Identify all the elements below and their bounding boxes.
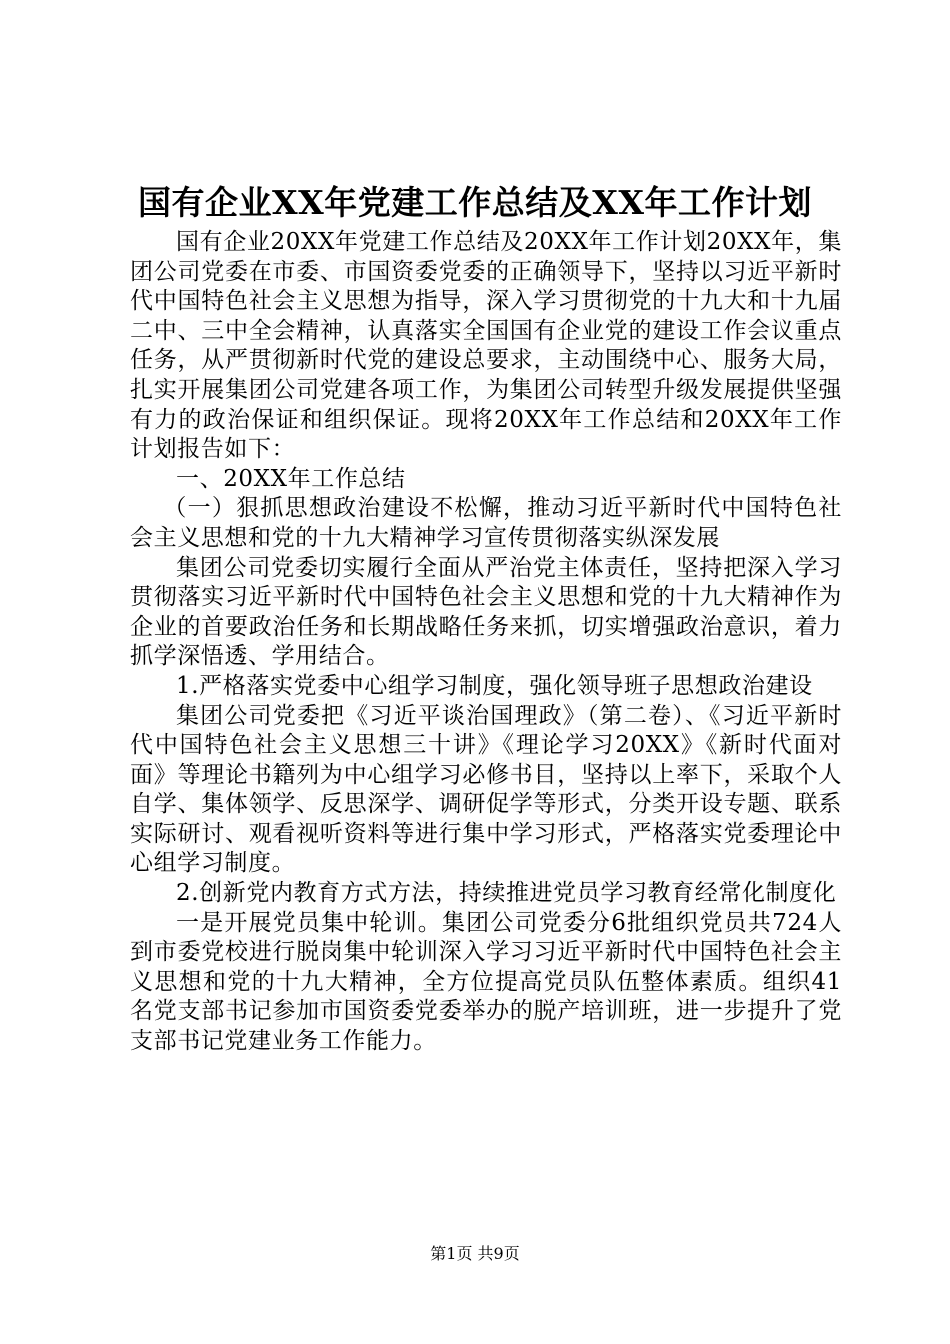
- section-heading: 一、20XX年工作总结: [176, 465, 406, 492]
- body-paragraph: 集团公司党委把《习近平谈治国理政》（第二卷）、《习近平新时代中国特色社会主义思想三十讲》《理论学习20XX》《新时代面对面》等理论书籍列为中心组学习必修书目，坚持以上率下，采取个人自学、集体领学、反思深学、调研促学等形式，分类开设专题、联系实际研讨、观看视听资料等进行集中学习形式，严格落实党委理论中心组学习制度。: [130, 702, 842, 877]
- body-paragraph: 一是开展党员集中轮训。集团公司党委分6批组织党员共724人到市委党校进行脱岗集中轮训深入学习习近平新时代中国特色社会主义思想和党的十九大精神，全方位提高党员队伍整体素质。组织41名党支部书记参加市国资委党委举办的脱产培训班，进一步提升了党支部书记党建业务工作能力。: [130, 909, 842, 1055]
- document-title: 国有企业XX年党建工作总结及XX年工作计划: [138, 183, 812, 222]
- item-heading: 1.严格落实党委中心组学习制度，强化领导班子思想政治建设: [176, 672, 813, 699]
- page-number-footer: 第1页 共9页: [430, 1244, 520, 1263]
- document-body: [130, 228, 842, 1057]
- subsection-heading: （一）狠抓思想政治建设不松懈，推动习近平新时代中国特色社会主义思想和党的十九大精神学习宣传贯彻落实纵深发展: [130, 495, 842, 551]
- item-heading: 2.创新党内教育方式方法，持续推进党员学习教育经常化制度化: [176, 880, 837, 907]
- intro-paragraph: 国有企业20XX年党建工作总结及20XX年工作计划20XX年，集团公司党委在市委、市国资委党委的正确领导下，坚持以习近平新时代中国特色社会主义思想为指导，深入学习贯彻党的十九大和十九届二中、三中全会精神，认真落实全国国有企业党的建设工作会议重点任务，从严贯彻新时代党的建设总要求，主动围绕中心、服务大局，扎实开展集团公司党建各项工作，为集团公司转型升级发展提供坚强有力的政治保证和组织保证。现将20XX年工作总结和20XX年工作计划报告如下：: [130, 229, 842, 463]
- body-paragraph: 集团公司党委切实履行全面从严治党主体责任，坚持把深入学习贯彻落实习近平新时代中国特色社会主义思想和党的十九大精神作为企业的首要政治任务和长期战略任务来抓，切实增强政治意识，着力抓学深悟透、学用结合。: [130, 554, 842, 670]
